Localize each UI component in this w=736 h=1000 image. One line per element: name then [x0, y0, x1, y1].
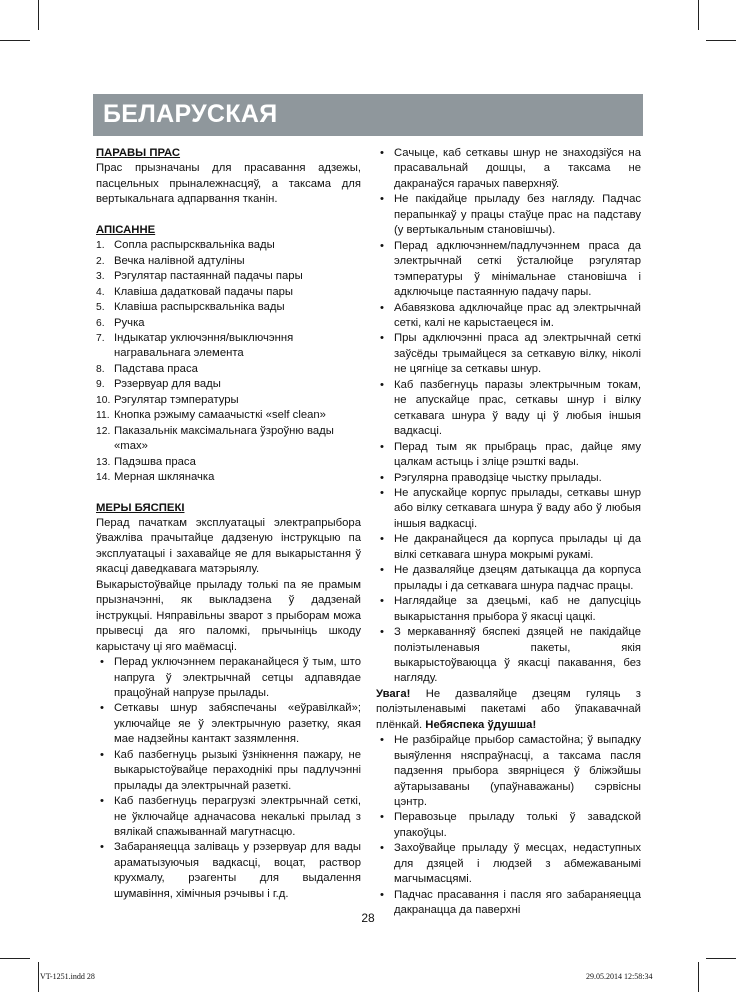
list-item: • Сеткавы шнур забяспечаны «еўравілкай»; уключайце яе ў электрычную разетку, якая мае надзейны кантакт зазямлення.	[96, 701, 361, 747]
date-slug: 29.05.2014 12:58:34	[586, 972, 653, 981]
language-header	[93, 94, 643, 136]
file-slug: VT-1251.indd 28	[40, 972, 95, 981]
list-item: • Падчас прасавання і пасля яго забараняецца дакранацца да паверхні	[376, 888, 641, 919]
crop-mark	[698, 0, 699, 30]
list-item: 13. Падэшва праса	[96, 455, 196, 468]
crop-mark	[0, 40, 30, 41]
list-item: • Пры адключэнні праса ад электрычнай сеткі заўсёды трымайцеся за сеткавую вілку, ніколі не цягніце за сеткавы шнур.	[376, 331, 641, 377]
list-item: • Каб пазбегнуць рызыкі ўзнікнення пажару, не выкарыстоўвайце пераходнікі пры падлучэнні прылады да электрычнай разеткі.	[96, 748, 361, 794]
danger-label: Небяспека ўдушша!	[425, 718, 537, 731]
crop-mark	[698, 962, 699, 992]
list-item: • Не разбірайце прыбор самастойна; ў выпадку выяўлення няспраўнасці, а таксама пасля падзення прыбора звярніцеся ў бліжэйшы аўтарызаваны (упаўнаважаны) сэрвісны цэнтр.	[376, 733, 641, 810]
warning-paragraph	[376, 687, 641, 733]
list-item: • Перад уключэннем пераканайцеся ў тым, што напруга ў электрычнай сетцы адпавядае працоўнай напрузе прылады.	[96, 655, 361, 701]
list-item: • Перавозьце прыладу толькі ў завадской упакоўцы.	[376, 810, 641, 841]
crop-mark	[0, 958, 30, 959]
list-item: 1. Сопла распырсквальніка вады	[96, 239, 275, 252]
list-item: 12. Паказальнік максімальнага ўзроўню вады «max»	[96, 424, 334, 453]
description-heading: АПІСАННЕ	[96, 223, 156, 236]
right-column	[376, 146, 641, 919]
list-item: • Каб пазбегнуць перагрузкі электрычнай сеткі, не ўключайце адначасова некалькі прылад з вялікай спажываннай магутнасцю.	[96, 794, 361, 840]
list-item: • Не апускайце корпус прылады, сеткавы шнур або вілку сеткавага шнура ў ваду або ў любыя іншыя вадкасці.	[376, 486, 641, 532]
list-item: • Не дакранайцеся да корпуса прылады ці да вілкі сеткавага шнура мокрымі рукамі.	[376, 532, 641, 563]
crop-mark	[38, 0, 39, 30]
list-item: 14. Мерная шкляначка	[96, 471, 215, 484]
list-item: 10. Рэгулятар тэмпературы	[96, 393, 239, 406]
list-item: • Рэгулярна праводзіце чыстку прылады.	[376, 471, 641, 486]
safety-list-left	[96, 655, 361, 902]
left-column	[96, 146, 361, 902]
list-item: 8. Падстава праса	[96, 362, 198, 375]
list-item: 9. Рэзервуар для вады	[96, 378, 221, 391]
language-title: БЕЛАРУСКАЯ	[103, 100, 278, 128]
warning-text: Не дазваляйце дзецям гуляць з поліэтыленавымі пакетамі або ўпакавачнай плёнкай.	[376, 687, 641, 731]
list-item: • Абавязкова адключайце прас ад электрычнай сеткі, калі не карыстаецеся ім.	[376, 301, 641, 332]
list-item: • Захоўвайце прыладу ў месцах, недаступных для дзяцей і людзей з абмежаванымі магчымасцямі.	[376, 841, 641, 887]
list-item: • Перад тым як прыбраць прас, дайце яму цалкам астыць і зліце рэшткі вады.	[376, 440, 641, 471]
safety-intro: Перад пачаткам эксплуатацыі электрапрыбора ўважліва прачытайце дадзеную інструкцыю па эксплуатацыі і захавайце яе для выкарыстання ў якасці даведкавага матэрыялу.	[96, 516, 361, 576]
list-item: • З меркаванняў бяспекі дзяцей не пакідайце поліэтыленавыя пакеты, якія выкарыстоўваюцца ў якасці пакавання, без нагляду.	[376, 625, 641, 687]
list-item: 11. Кнопка рэжыму самаачысткі «self clean»	[96, 409, 326, 422]
list-item: • Не пакідайце прыладу без нагляду. Падчас перапынкаў у працы стаўце прас на падставу (у вертыкальным становішчы).	[376, 192, 641, 238]
safety-usage: Выкарыстоўвайце прыладу толькі па яе прамым прызначэнні, як выкладзена ў дадзенай інструкцыі. Няправільны зварот з прыборам можа прывесці да яго паломкі, прычыніць шкоду карыстачу ці яго маёмасці.	[96, 578, 361, 653]
rules-text: Прас прызначаны для прасавання адзежы, пасцельных прыналежнасцяў, а таксама для вертыкальнага адпарвання тканін.	[96, 162, 361, 206]
safety-list-final	[376, 733, 641, 918]
crop-mark	[706, 40, 736, 41]
parts-list	[96, 238, 361, 485]
list-item: • Каб пазбегнуць паразы электрычным токам, не апускайце прас, сеткавы шнур і вілку сеткавага шнура ў ваду ці ў любыя іншыя вадкасці.	[376, 378, 641, 440]
page-number: 28	[361, 911, 375, 925]
list-item: • Перад адключэннем/падлучэннем праса да электрычнай сеткі ўсталюйце рэгулятар тэмпературы ў мінімальнае становішча і адключыце пастаянную падачу пары.	[376, 239, 641, 301]
list-item: 4. Клавіша дадатковай падачы пары	[96, 285, 294, 298]
warning-label: Увага!	[376, 687, 411, 700]
crop-mark	[706, 958, 736, 959]
list-item: 3. Рэгулятар пастаяннай падачы пары	[96, 270, 303, 283]
list-item: 7. Індыкатар уключэння/выключэння награвальнага элемента	[96, 331, 294, 360]
list-item: • Наглядайце за дзецьмі, каб не дапусціць выкарыстання прыбора ў якасці цацкі.	[376, 594, 641, 625]
rules-heading: ПАРАВЫ ПРАС	[96, 147, 181, 159]
safety-heading: МЕРЫ БЯСПЕКІ	[96, 501, 185, 514]
list-item: 6. Ручка	[96, 316, 145, 329]
safety-list-right	[376, 146, 641, 687]
list-item: • Сачыце, каб сеткавы шнур не знаходзіўся на прасавальнай дошцы, а таксама не дакранаўся гарачых паверхняў.	[376, 146, 641, 192]
list-item: 5. Клавіша распырсквальніка вады	[96, 301, 285, 314]
list-item: • Забараняецца заліваць у рэзервуар для вады араматызуючыя вадкасці, воцат, раствор крухмалу, рэагенты для выдалення шумавіння, хімічныя рэчывы і г.д.	[96, 840, 361, 902]
list-item: 2. Вечка налівной адтуліны	[96, 254, 245, 267]
list-item: • Не дазваляйце дзецям датыкацца да корпуса прылады і да сеткавага шнура падчас працы.	[376, 563, 641, 594]
crop-mark	[38, 962, 39, 992]
